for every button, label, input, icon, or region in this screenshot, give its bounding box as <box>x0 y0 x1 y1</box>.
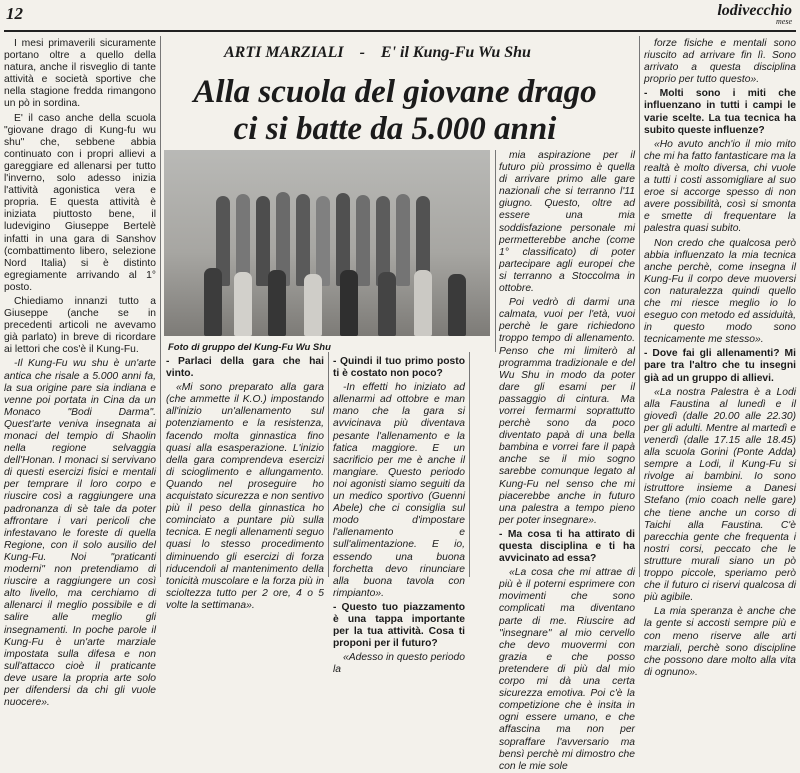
person-figure <box>296 194 310 286</box>
masthead-title: lodivecchio <box>717 2 792 19</box>
answer: mia aspirazione per il futuro più prossimo è quella di arrivare primo alle gare nazionali che si terranno l'11 giugno. Questo, oltre ad essere una mia soddisfazione personale mi permetterebbe anche (come 1° classificato) di poter partecipare agli europei che si terranno a Stoccolma in ottobre. <box>499 150 635 295</box>
person-figure <box>268 270 286 336</box>
answer: Poi vedrò di darmi una calmata, vuoi per l'età, vuoi perchè le gare richiedono troppo tempo di allenamento. Penso che mi limiterò al programma tradizionale e del Wu Shu in modo da poter dare gli esami per il passaggio di cintura. Ma vorrei fermarmi soprattutto perchè sono da poco diventato papà di una bella bambina e vorrei fare il papà anche se il mio sogno sarebbe comunque legato al Kung-Fu nel senso che mi piacerebbe anche in futuro una palestra a tempo pieno per poter insegnare». <box>499 297 635 526</box>
answer: «Ho avuto anch'io il mio mito che mi ha fatto fantasticare ma la realtà è molto diversa, chi vuole a tutti i costi assomigliare al suo eroe si accorge spesso di non avere possibilità, così si smonta e smette di frequentare la palestra quasi subito. <box>644 138 796 235</box>
column-2 <box>166 356 324 611</box>
kicker-section: ARTI MARZIALI <box>224 44 344 61</box>
paragraph: E' il caso anche della scuola "giovane drago di Kung-fu wu shu" che, sebbene abbia continuato con i propri allievi a gareggiare ed allenarsi per tutto l'inverno, solo adesso inizia l'attività agonistica vera e propria. E questa attività è iniziata piuttosto bene, il ludevigino Giuseppe Bertelè infatti in una gara di Sanshov (combattimento libero, selezione Nord Italia) si è distinto egregiamente arrivando al 1° posto. <box>4 112 156 293</box>
question: - Dove fai gli allenamenti? Mi pare tra l'altro che tu insegni già ad un gruppo di allievi. <box>644 348 796 384</box>
headline <box>162 74 628 148</box>
group-photo <box>164 150 490 336</box>
answer: «La cosa che mi attrae di più è il poterni esprimere con movimenti che sono complicati ma diventano parte di me. Riuscire ad "insegnare" al mio cervello che devo muovermi con grazia e che posso pretendere di più dal mio corpo mi dà una certa sicurezza emotiva. Poi c'è la competizione che è insita in ogni essere umano, e che affascina ma non per sopraffare l'avversario ma bensì perchè mi dimostro che con le mie sole <box>499 567 635 772</box>
column-1 <box>4 38 156 709</box>
question: - Parlaci della gara che hai vinto. <box>166 356 324 380</box>
page-number: 12 <box>6 4 23 23</box>
paragraph: -Il Kung-Fu wu shu è un'arte antica che risale a 5.000 anni fa, la sua origine pare sia indiana e venne poi portata in Cina da un Monaco "Bodi Darma". Quest'arte veniva insegnata ai monaci del tempio di Shaolin nella regione selvaggia dell'Honan. I monaci si servivano di questi esercizi fisici e mentali per temprare il loro corpo e riuscire così a raggiungere una padronanza di sè tale da poter affrontare i vari pericoli che infestavano le foreste di quella Regione, con il solo ausilio del Kung-Fu. Noi "praticanti moderni" non pretendiamo di riuscire a raggiungere un così alto livello, ma cerchiamo di allenarci il meglio possibile e di salire alle meglio gli insegnamenti. In poche parole il Kung-Fu è un'arte marziale impostata sulla difesa e non sull'attacco cioè il praticante deve usare la propria arte solo per difendersi da chi gli vuole nuocere». <box>4 358 156 709</box>
question: - Molti sono i miti che influenzano in tutti i campi le varie scelte. La tua tecnica ha subito queste influenze? <box>644 88 796 136</box>
headline-line-1: Alla scuola del giovane drago <box>193 74 597 110</box>
answer: -In effetti ho iniziato ad allenarmi ad ottobre e man mano che la gara si avvicinava più diventava pesante l'allenamento e la fatica maggiore. E un sacrificio per me è anche il mangiare. Questo periodo noi agonisti siamo seguiti da un medico sportivo (Guenni Abele) che ci consiglia sul modo d'impostare l'allenamento e sull'alimentazione. E io, essendo una buona forchetta devo rinunciare alla buona tavola con rimpianto». <box>333 382 465 599</box>
person-figure <box>256 196 270 286</box>
column-divider <box>328 352 329 577</box>
answer: La mia speranza è anche che la gente si accosti sempre più e con meno riserve alle arti marziali, perchè sono discipline che possono dare molto alla vita di ognuno». <box>644 606 796 678</box>
paragraph: Chiediamo innanzi tutto a Giuseppe (anche se in precedenti articoli ne avevamo già parlato) in breve di ricordare ai lettori che cos'è il Kung-Fu. <box>4 295 156 356</box>
answer: «La nostra Palestra è a Lodi alla Faustina al lunedì e il giovedì (dalle 20.00 alle 22.30) per gli adulti. Mentre al martedì e venerdì (dalle 17.15 alle 18.45) alla scuola Gorini (Ponte Adda) sempre a Lodi, il Kung-Fu si rivolge ai bambini. Io sono istruttore insieme a Danesi Stefano (mio coach nelle gare) che tiene anche un corso di Taichi alla Faustina. C'è parecchia gente che frequenta i nostri corsi, peccato che le strutture murali siano un pò troppo piccole, speriamo però che il futuro ci riservi qualcosa di più agibile. <box>644 386 796 604</box>
header-rule <box>4 30 796 32</box>
answer: «Adesso in questo periodo la <box>333 652 465 676</box>
section-kicker <box>224 44 554 62</box>
column-divider <box>160 36 161 577</box>
person-figure <box>356 195 370 286</box>
column-divider <box>495 150 496 352</box>
person-figure <box>316 196 330 286</box>
person-figure <box>414 270 432 336</box>
kicker-topic: E' il Kung-Fu Wu Shu <box>380 44 531 61</box>
person-figure <box>378 272 396 336</box>
person-figure <box>234 272 252 336</box>
headline-line-2: ci si batte da 5.000 anni <box>233 111 557 147</box>
answer: forze fisiche e mentali sono riuscito ad arrivare fin lì. Sono arrivato a questa disciplina proprio per tutto questo». <box>644 38 796 86</box>
person-figure <box>396 194 410 286</box>
column-divider <box>639 36 640 577</box>
photo-caption: Foto di gruppo del Kung-Fu Wu Shu <box>168 342 331 353</box>
masthead-subtitle: mese <box>776 17 792 26</box>
column-divider <box>469 352 470 577</box>
question: - Questo tuo piazzamento è una tappa importante per la tua attività. Cosa ti proponi per il futuro? <box>333 601 465 650</box>
column-5 <box>644 38 796 678</box>
person-figure <box>304 274 322 336</box>
paragraph: I mesi primaverili sicuramente portano oltre a quello della natura, anche il risveglio di tante attività e società sportive che nella stagione fredda rimangono un pò in sordina. <box>4 38 156 110</box>
question: - Quindi il tuo primo posto ti è costato non poco? <box>333 356 465 380</box>
question: - Ma cosa ti ha attirato di questa disciplina e ti ha avvicinato ad essa? <box>499 528 635 565</box>
person-figure <box>448 274 466 336</box>
answer: Non credo che qualcosa però abbia influenzato la mia tecnica anche perchè, come insegna il Kung-Fu il corpo deve muoversi con naturalezza quindi quello che mi riesce meglio io lo eseguo con metodo ed assiduità, in questo modo sono tecnicamente me stesso». <box>644 237 796 346</box>
column-4 <box>499 150 635 772</box>
column-3 <box>333 356 465 676</box>
person-figure <box>340 270 358 336</box>
answer: «Mi sono preparato alla gara (che ammette il K.O.) impostando all'inizio un'allenamento sul potenziamento e la resistenza, facendo molta ginnastica fino quasi alla esasperazione. L'inizio della gara comprendeva esercizi di scioglimento e allungamento. Quando nel proseguire ho acquistato sicurezza e non sentivo più il peso della ginnastica ho cominciato a puntare più sulla tecnica. E negli allenamenti seguo quasi lo stesso procedimento diminuendo gli esercizi di forza riducendoli al mantenimento della tonicità muscolare e la forza più in scioltezza tutto per 2 ore, 4 o 5 volte la settimana». <box>166 382 324 611</box>
person-figure <box>204 268 222 336</box>
masthead <box>717 2 792 26</box>
kicker-separator: - <box>359 44 365 61</box>
